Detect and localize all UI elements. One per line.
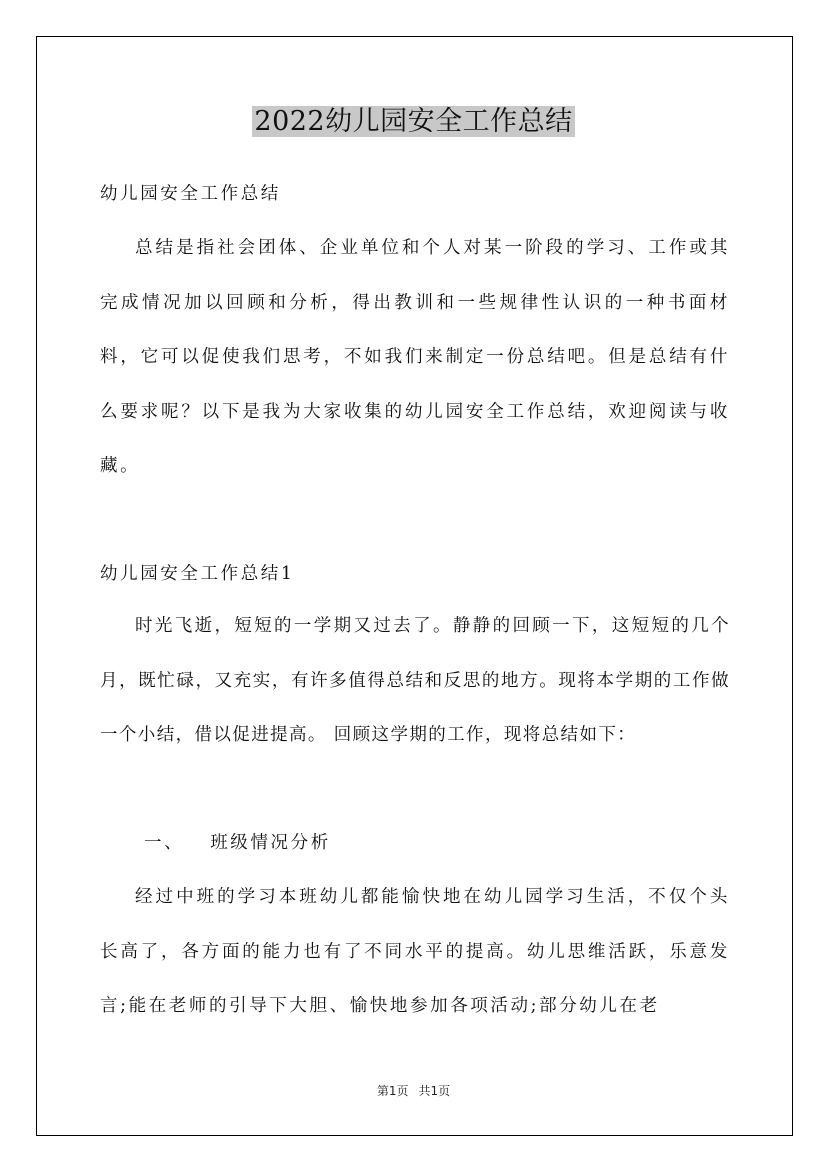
intro-paragraph: 总结是指社会团体、企业单位和个人对某一阶段的学习、工作或其完成情况加以回顾和分析，得出教训和一些规律性认识的一种书面材料，它可以促使我们思考，不如我们来制定一份总结吧。但是总结有什么要求呢？以下是我为大家收集的幼儿园安全工作总结，欢迎阅读与收藏。 [100,238,730,476]
subtitle-text: 幼儿园安全工作总结 [100,184,281,204]
document-title-text: 2022幼儿园安全工作总结 [254,106,573,137]
page-number-current: 第1页 [376,1084,409,1098]
section-1-paragraph-1-block [100,599,730,763]
section-1-paragraph-2-block [100,870,730,1034]
section-1-title: 幼儿园安全工作总结1 [100,564,295,584]
page-footer [0,1082,827,1099]
subsection-heading [100,828,730,858]
intro-paragraph-block [100,221,730,494]
subtitle [100,179,730,209]
page-number-total: 共1页 [418,1084,451,1098]
section-1-paragraph-1: 时光飞逝，短短的一学期又过去了。静静的回顾一下，这短短的几个月，既忙碌，又充实，有许多值得总结和反思的地方。现将本学期的工作做一个小结，借以促进提高。 回顾这学期的工作，现将总结如下： [100,616,730,745]
section-1-paragraph-2: 经过中班的学习本班幼儿都能愉快地在幼儿园学习生活，不仅个头长高了，各方面的能力也有了不同水平的提高。幼儿思维活跃，乐意发言;能在老师的引导下大胆、愉快地参加各项活动;部分幼儿在老 [100,887,730,1016]
document-title [0,100,827,144]
subsection-title: 班级情况分析 [210,833,331,853]
subsection-number: 一、 [144,833,185,853]
section-1-heading [100,559,730,589]
